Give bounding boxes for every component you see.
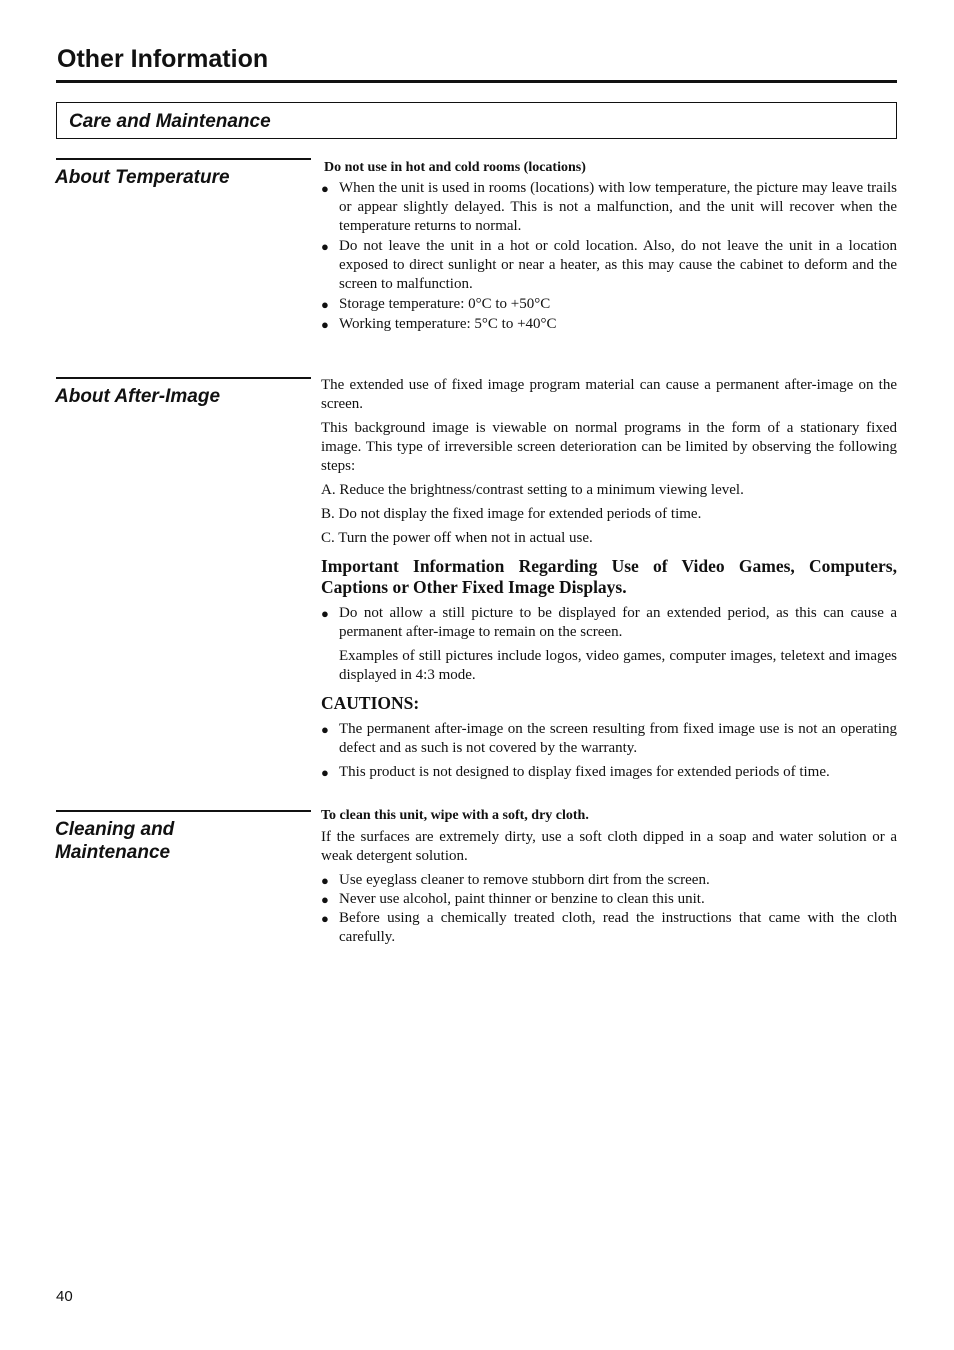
page-number: 40	[56, 1288, 73, 1305]
after-image-heading: About After-Image	[55, 386, 221, 407]
temperature-rule	[56, 158, 311, 160]
list-item-text: Before using a chemically treated cloth, read the instructions that came with the cloth carefully.	[339, 910, 897, 945]
list-item	[321, 295, 897, 314]
examples-text: Examples of still pictures include logos, video games, computer images, teletext and images displayed in 4:3 mode.	[339, 648, 897, 683]
list-item	[321, 604, 897, 642]
cleaning-content	[321, 806, 897, 947]
list-item-text: Do not allow a still picture to be displayed for an extended period, as this can cause a permanent after-image to remain on the screen.	[339, 605, 897, 640]
section-title-box	[56, 102, 897, 139]
after-image-rule	[56, 377, 311, 379]
temperature-content	[321, 158, 897, 334]
list-item	[321, 890, 897, 909]
step-a: A. Reduce the brightness/contrast setting to a minimum viewing level.	[321, 482, 744, 498]
cleaning-heading-line-2: Maintenance	[55, 842, 171, 863]
step-b: B. Do not display the fixed image for extended periods of time.	[321, 506, 702, 522]
cleaning-rule	[56, 810, 311, 812]
list-item-text: The permanent after-image on the screen resulting from fixed image use is not an operating defect and as such is not covered by the warranty.	[339, 721, 897, 756]
list-item	[321, 763, 897, 782]
bullet-icon: ●	[321, 317, 329, 332]
after-image-content	[321, 376, 897, 787]
list-item-text: Working temperature: 5°C to +40°C	[339, 316, 557, 332]
bullet-icon: ●	[321, 873, 329, 888]
bullet-icon: ●	[321, 297, 329, 312]
list-item	[321, 909, 897, 947]
list-item	[321, 871, 897, 890]
list-item-text: Never use alcohol, paint thinner or benzine to clean this unit.	[339, 891, 705, 907]
list-item	[321, 315, 897, 334]
section-title: Care and Maintenance	[69, 111, 271, 132]
title-rule	[56, 80, 897, 83]
list-item-text: Use eyeglass cleaner to remove stubborn dirt from the screen.	[339, 872, 710, 888]
list-item	[321, 179, 897, 236]
list-item-text: Storage temperature: 0°C to +50°C	[339, 296, 551, 312]
step-c: C. Turn the power off when not in actual use.	[321, 530, 593, 546]
important-heading: Important Information Regarding Use of Video Games, Computers, Captions or Other Fixed Image Displays.	[321, 556, 897, 597]
bullet-icon: ●	[321, 765, 329, 780]
cleaning-list	[321, 871, 897, 947]
cautions-heading: CAUTIONS:	[321, 693, 420, 713]
list-item	[321, 237, 897, 294]
bullet-icon: ●	[321, 722, 329, 737]
temperature-heading: About Temperature	[55, 167, 230, 188]
cleaning-subheading: To clean this unit, wipe with a soft, dry cloth.	[321, 808, 589, 823]
page-title: Other Information	[57, 45, 269, 73]
temperature-subheading: Do not use in hot and cold rooms (locations)	[324, 160, 586, 175]
important-list	[321, 604, 897, 642]
cleaning-heading	[55, 818, 305, 864]
bullet-icon: ●	[321, 239, 329, 254]
after-image-para-2: This background image is viewable on normal programs in the form of a stationary fixed image. This type of irreversible screen deterioration can be limited by observing the following steps:	[321, 420, 897, 474]
bullet-icon: ●	[321, 911, 329, 926]
cleaning-para: If the surfaces are extremely dirty, use a soft cloth dipped in a soap and water solution or a weak detergent solution.	[321, 829, 897, 864]
cleaning-heading-line-1: Cleaning and	[55, 819, 175, 840]
list-item-text: This product is not designed to display fixed images for extended periods of time.	[339, 764, 830, 780]
list-item-text: Do not leave the unit in a hot or cold location. Also, do not leave the unit in a location exposed to direct sunlight or near a heater, as this may cause the cabinet to deform and the screen to malfunction.	[339, 238, 897, 292]
after-image-para-1: The extended use of fixed image program material can cause a permanent after-image on the screen.	[321, 377, 897, 412]
bullet-icon: ●	[321, 181, 329, 196]
temperature-list	[321, 179, 897, 334]
list-item-text: When the unit is used in rooms (locations) with low temperature, the picture may leave trails or appear slightly delayed. This is not a malfunction, and the unit will recover when the temperature returns to normal.	[339, 180, 897, 234]
bullet-icon: ●	[321, 892, 329, 907]
list-item	[321, 720, 897, 758]
cautions-list	[321, 720, 897, 782]
bullet-icon: ●	[321, 606, 329, 621]
